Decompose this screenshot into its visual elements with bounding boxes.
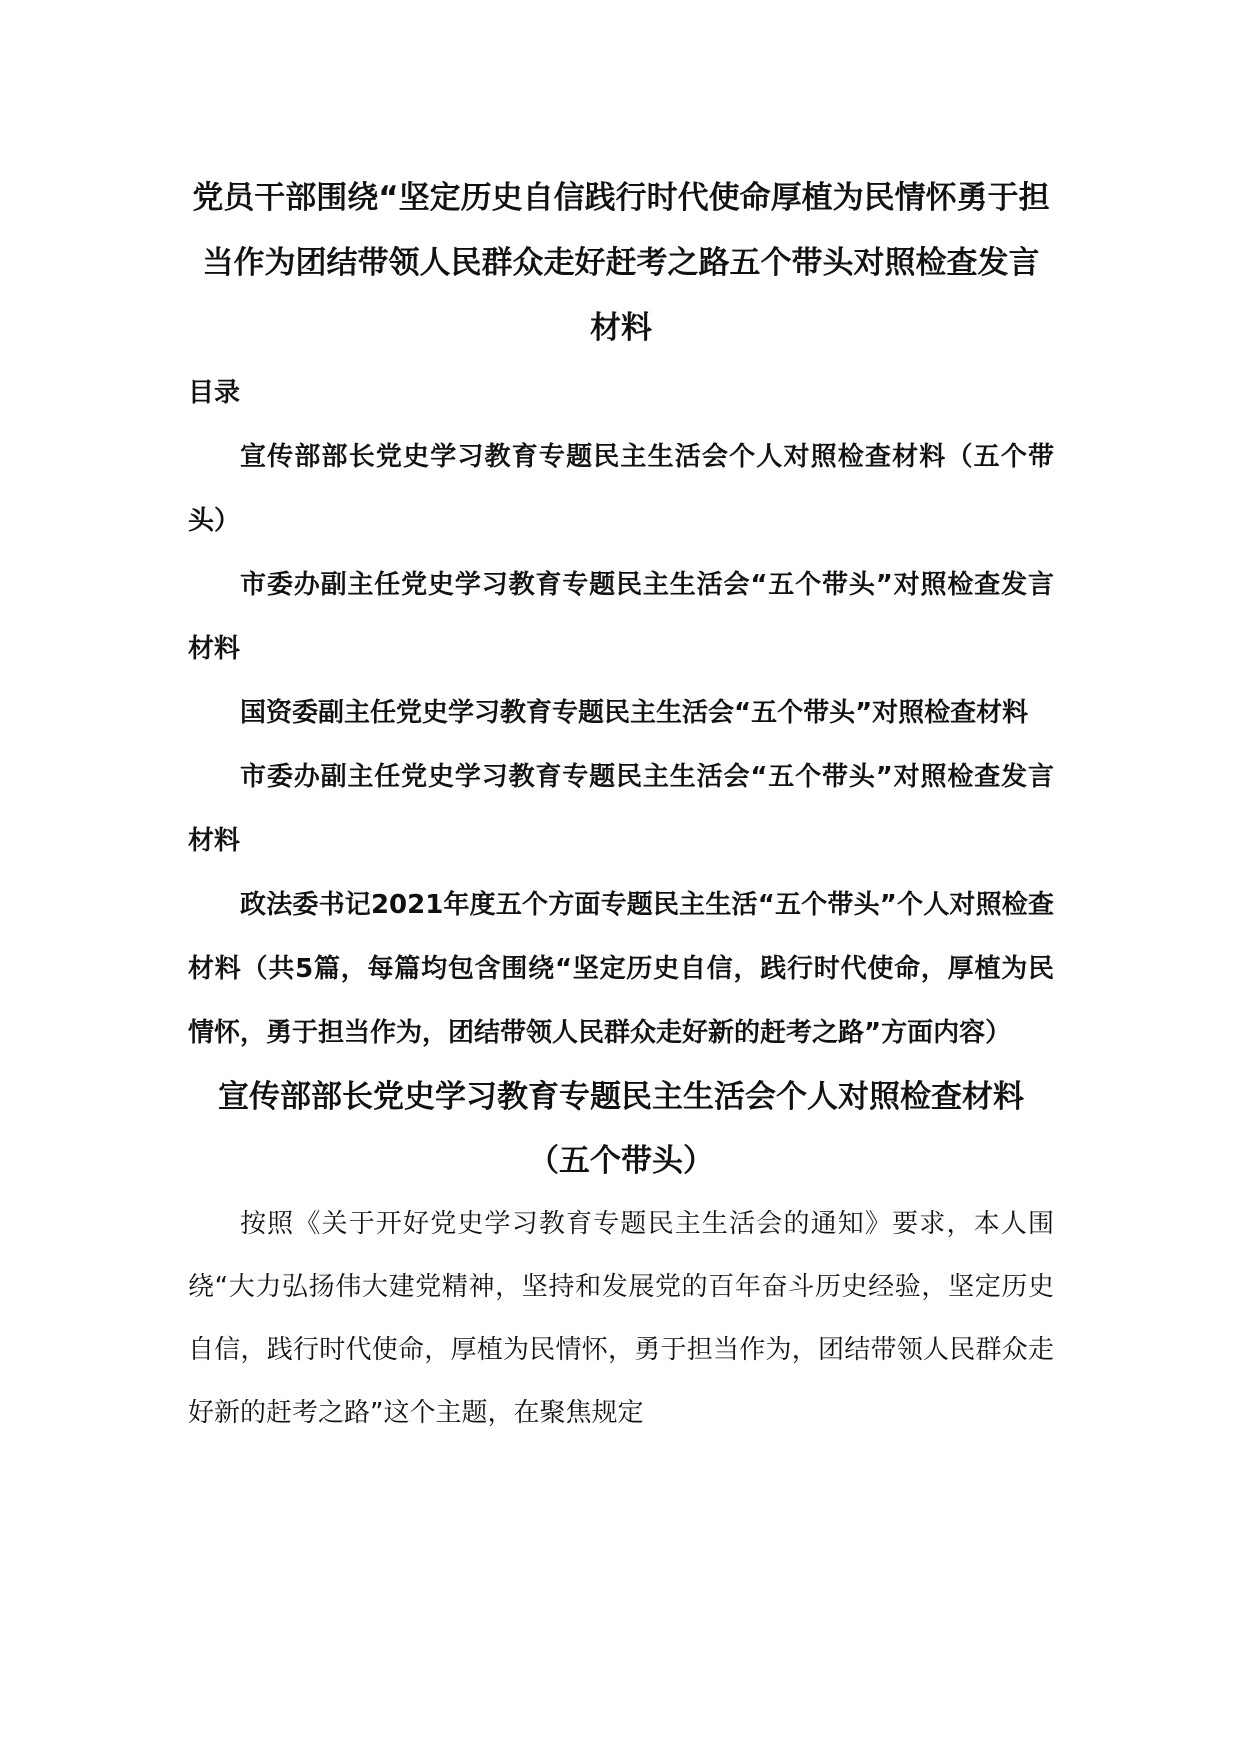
document-content	[188, 166, 1054, 1445]
toc-item: 政法委书记2021年度五个方面专题民主生活“五个带头”个人对照检查材料（共5篇，每篇均包含围绕“坚定历史自信，践行时代使命，厚植为民情怀，勇于担当作为，团结带领人民群众走好新的赶考之路”方面内容）	[188, 890, 1054, 1048]
document-title: 党员干部围绕“坚定历史自信践行时代使命厚植为民情怀勇于担当作为团结带领人民群众走好赶考之路五个带头对照检查发言材料	[192, 180, 1050, 346]
toc-item: 宣传部部长党史学习教育专题民主生活会个人对照检查材料（五个带头）	[188, 442, 1054, 536]
toc-item: 市委办副主任党史学习教育专题民主生活会“五个带头”对照检查发言材料	[188, 570, 1054, 664]
toc-item: 市委办副主任党史学习教育专题民主生活会“五个带头”对照检查发言材料	[188, 762, 1054, 856]
section-title: 宣传部部长党史学习教育专题民主生活会个人对照检查材料（五个带头）	[218, 1079, 1024, 1179]
body-paragraph: 按照《关于开好党史学习教育专题民主生活会的通知》要求，本人围绕“大力弘扬伟大建党精神，坚持和发展党的百年奋斗历史经验，坚定历史自信，践行时代使命，厚植为民情怀，勇于担当作为，团结带领人民群众走好新的赶考之路”这个主题，在聚焦规定	[188, 1209, 1054, 1428]
toc-item: 国资委副主任党史学习教育专题民主生活会“五个带头”对照检查材料	[240, 698, 1029, 728]
toc-heading: 目录	[188, 378, 241, 408]
